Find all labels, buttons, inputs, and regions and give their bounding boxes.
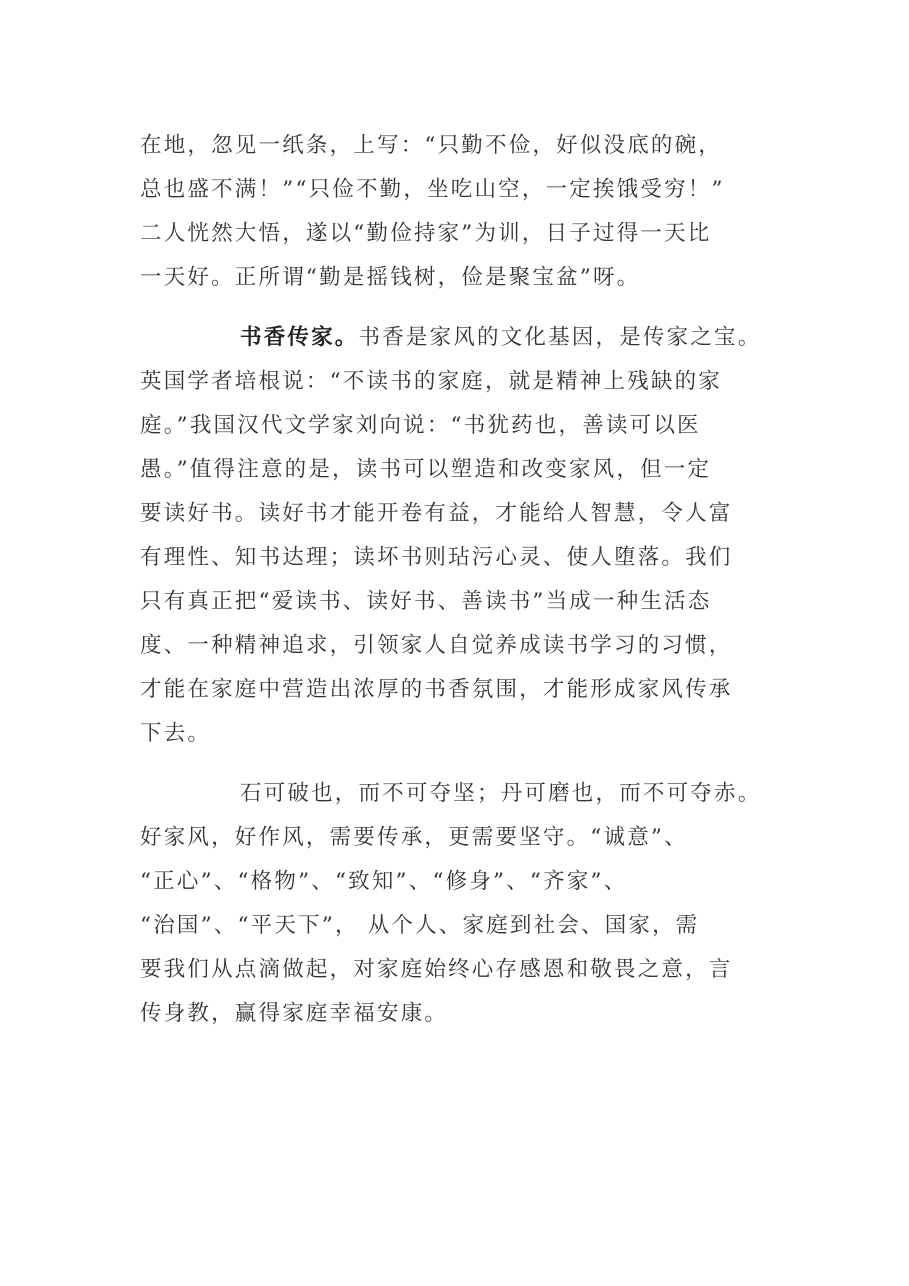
body-text	[140, 124, 800, 1052]
text-line: 好家风，好作风，需要传承，更需要坚守。“诚意”、	[140, 825, 688, 850]
paragraph-family-tradition	[140, 772, 800, 1036]
paragraph-book-fragrance	[140, 316, 800, 756]
text-line: 只有真正把“爱读书、读好书、善读书”当成一种生活态	[140, 589, 712, 614]
text-line-first	[140, 316, 800, 360]
text-run: 书香是家风的文化基因，是传家之宝。	[358, 325, 762, 350]
paragraph-thrift	[140, 124, 800, 300]
text-line: 要我们从点滴做起，对家庭始终心存感恩和敬畏之意，言	[140, 957, 733, 982]
text-line-first: 石可破也，而不可夺坚；丹可磨也，而不可夺赤。	[240, 781, 762, 806]
paragraph-heading: 书香传家。	[240, 325, 359, 350]
text-line: 度、一种精神追求，引领家人自觉养成读书学习的习惯，	[140, 633, 733, 658]
text-line: “正心”、“格物”、“致知”、“修身”、“齐家”、	[140, 869, 628, 894]
text-line: 一天好。正所谓“勤是摇钱树，俭是聚宝盆”呀。	[140, 265, 641, 290]
text-line: 才能在家庭中营造出浓厚的书香氛围，才能形成家风传承	[140, 677, 733, 702]
text-line: “治国”、“平天下”， 从个人、家庭到社会、国家，需	[140, 913, 700, 938]
text-line: 要读好书。读好书才能开卷有益，才能给人智慧，令人富	[140, 501, 733, 526]
text-line: 总也盛不满！”“只俭不勤，坐吃山空，一定挨饿受穷！”	[140, 177, 725, 202]
text-line: 愚。”值得注意的是，读书可以塑造和改变家风，但一定	[140, 457, 712, 482]
text-line: 在地，忽见一纸条，上写：“只勤不俭，好似没底的碗，	[140, 133, 722, 158]
text-line: 英国学者培根说：“不读书的家庭，就是精神上残缺的家	[140, 369, 722, 394]
text-line: 有理性、知书达理；读坏书则玷污心灵、使人堕落。我们	[140, 545, 733, 570]
text-line: 下去。	[140, 721, 212, 746]
text-line: 庭。”我国汉代文学家刘向说：“书犹药也，善读可以医	[140, 413, 701, 438]
text-line: 传身教，赢得家庭幸福安康。	[140, 1001, 449, 1026]
text-line: 二人恍然大悟，遂以“勤俭持家”为训，日子过得一天比	[140, 221, 712, 246]
